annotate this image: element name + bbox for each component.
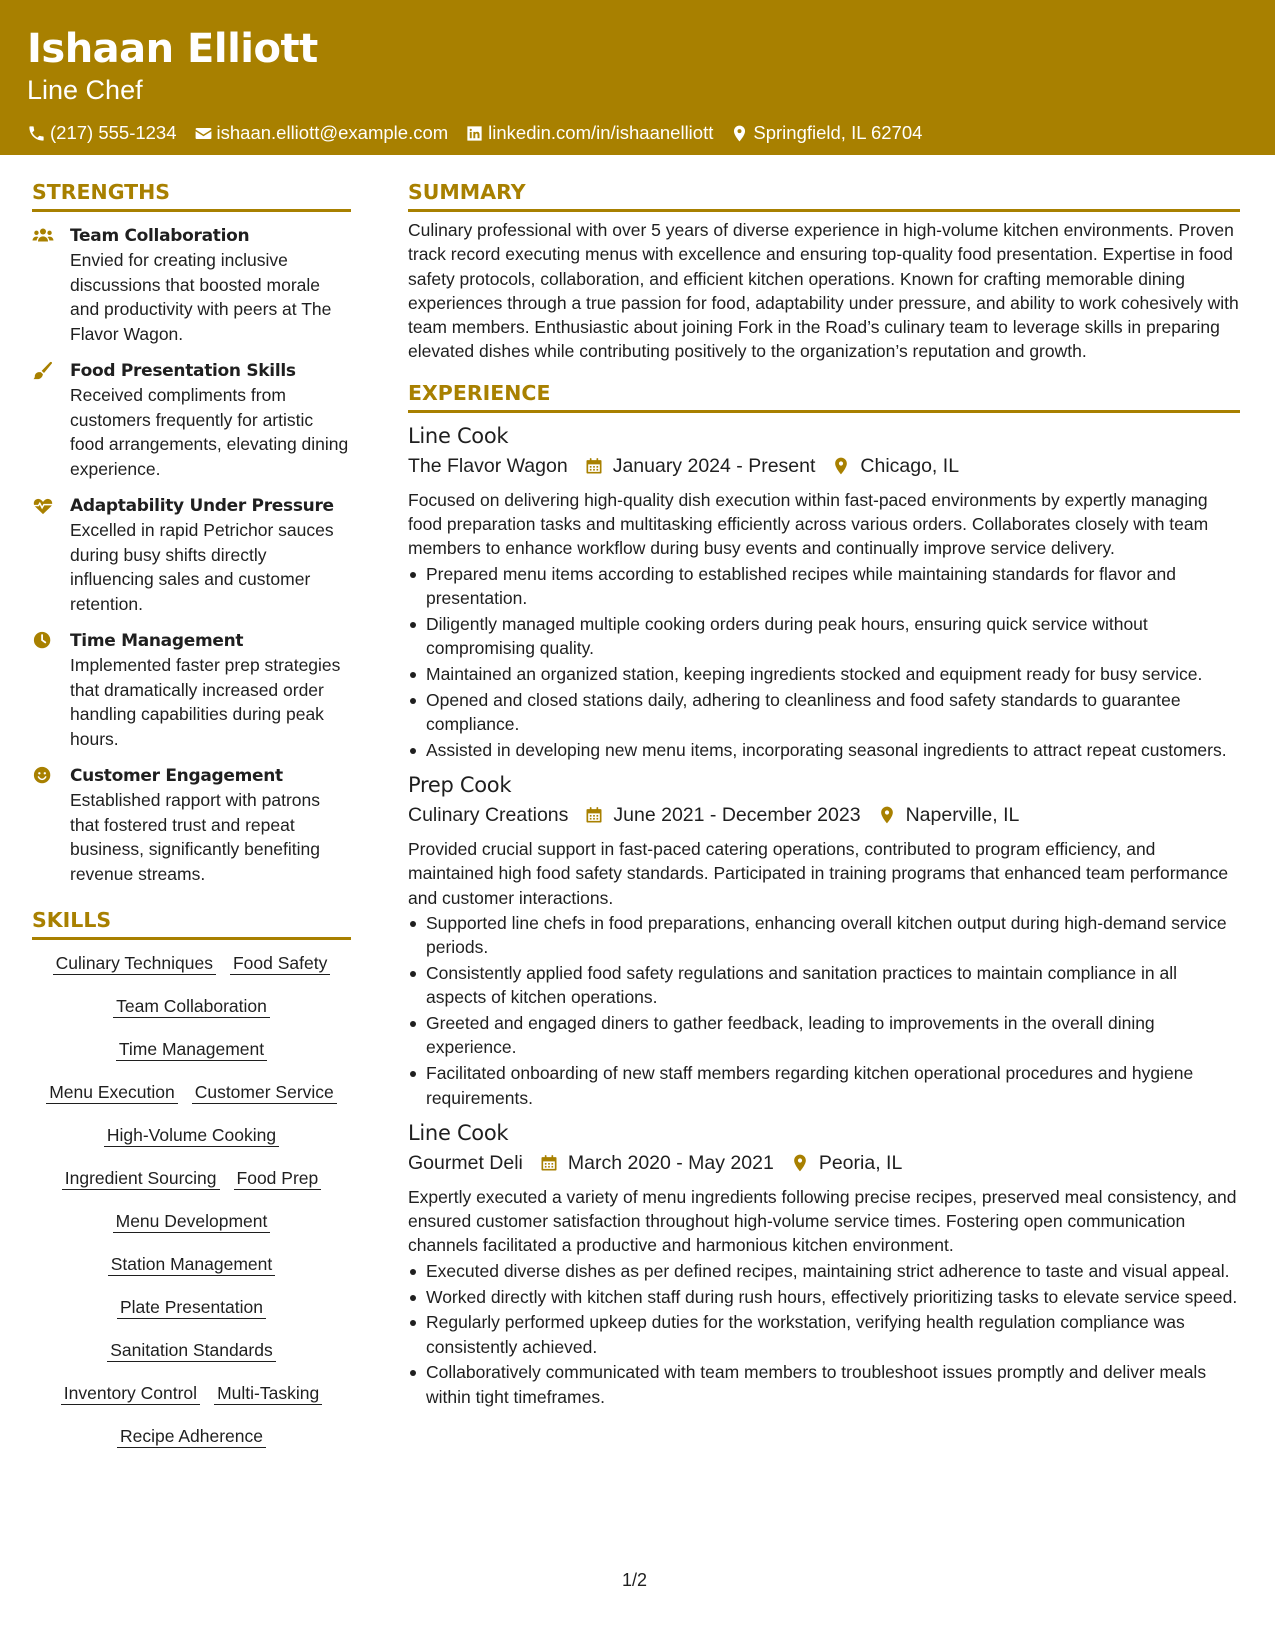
job-bullet: Facilitated onboarding of new staff members regarding kitchen operational procedures and hygiene requirements. xyxy=(408,1061,1240,1110)
job-description: Expertly executed a variety of menu ingredients following precise recipes, preserved meal consistency, and ensured customer satisfaction throughout high-volume service times. Fostering open communication channels facilitated a productive and harmonious kitchen environment. xyxy=(408,1186,1237,1256)
experience-list xyxy=(408,421,1240,1409)
job-dates xyxy=(584,451,816,481)
skill-tag: Menu Execution xyxy=(46,1081,178,1104)
contact-phone[interactable] xyxy=(27,122,177,144)
linkedin-icon xyxy=(465,124,484,143)
job-description: Focused on delivering high-quality dish execution within fast-paced environments by expertly managing food preparation tasks and multitasking efficiently across various orders. Collaborates closely with team members to enhance workflow during busy events and continually improve service delivery. xyxy=(408,489,1209,559)
job-bullets xyxy=(408,562,1240,762)
paintbrush-icon xyxy=(32,361,54,381)
job-bullet: Assisted in developing new menu items, incorporating seasonal ingredients to attract repeat customers. xyxy=(408,738,1240,762)
job-bullet: Executed diverse dishes as per defined recipes, maintaining strict adherence to taste and visual appeal. xyxy=(408,1259,1240,1283)
skill-tag: Station Management xyxy=(108,1253,276,1276)
job-location xyxy=(790,1148,902,1178)
job-company xyxy=(408,800,568,830)
job-title: Line Cook xyxy=(408,1120,509,1145)
strength-item xyxy=(32,224,351,346)
contact-location-text: Springfield, IL 62704 xyxy=(753,122,923,143)
job-company-text: The Flavor Wagon xyxy=(408,454,568,477)
heart-pulse-icon xyxy=(32,496,54,516)
skill-row xyxy=(32,1339,351,1362)
contact-email[interactable] xyxy=(194,122,449,144)
map-pin-icon xyxy=(730,124,749,143)
candidate-name: Ishaan Elliott xyxy=(27,26,318,72)
job-bullet: Maintained an organized station, keeping ingredients stocked and equipment ready for busy service. xyxy=(408,662,1240,686)
job-bullet: Consistently applied food safety regulations and sanitation practices to maintain compliance in all aspects of kitchen operations. xyxy=(408,961,1240,1010)
job-bullets xyxy=(408,911,1240,1110)
job-location xyxy=(877,800,1020,830)
strength-desc: Excelled in rapid Petrichor sauces during busy shifts directly influencing sales and customer retention. xyxy=(70,520,334,614)
skill-row xyxy=(32,1038,351,1061)
job-bullet: Prepared menu items according to established recipes while maintaining standards for flavor and presentation. xyxy=(408,562,1240,611)
strength-desc: Implemented faster prep strategies that dramatically increased order handling capabilities during peak hours. xyxy=(70,655,341,749)
job-title: Prep Cook xyxy=(408,773,512,798)
job-location-text: Naperville, IL xyxy=(905,804,1020,827)
skill-row xyxy=(32,1124,351,1147)
job-bullet: Supported line chefs in food preparations, enhancing overall kitchen output during high-demand service periods. xyxy=(408,911,1240,960)
job-location xyxy=(831,451,959,481)
left-column xyxy=(32,178,351,1468)
summary-heading: SUMMARY xyxy=(408,178,1240,212)
strength-title: Team Collaboration xyxy=(70,226,250,246)
contact-linkedin-text: linkedin.com/in/ishaanelliott xyxy=(488,122,714,143)
envelope-icon xyxy=(194,124,213,143)
strength-title: Food Presentation Skills xyxy=(70,361,296,381)
job-bullet: Greeted and engaged diners to gather feedback, leading to improvements in the overall dining experience. xyxy=(408,1011,1240,1060)
map-pin-icon xyxy=(790,1153,810,1173)
skill-tag: Team Collaboration xyxy=(113,995,270,1018)
page-number: 1/2 xyxy=(622,1570,648,1590)
strength-item xyxy=(32,764,351,886)
strength-title: Adaptability Under Pressure xyxy=(70,496,334,516)
job-company-text: Culinary Creations xyxy=(408,804,569,827)
strength-desc: Established rapport with patrons that fostered trust and repeat business, significantly benefiting revenue streams. xyxy=(70,790,321,884)
resume-header xyxy=(0,0,1275,155)
strengths-heading: STRENGTHS xyxy=(32,178,351,212)
skill-tag: High-Volume Cooking xyxy=(104,1124,279,1147)
contact-email-text: ishaan.elliott@example.com xyxy=(216,122,449,143)
skill-tag: Ingredient Sourcing xyxy=(62,1167,220,1190)
experience-heading: EXPERIENCE xyxy=(408,379,1240,413)
skills-list xyxy=(32,952,351,1468)
job-meta xyxy=(408,800,1240,830)
map-pin-icon xyxy=(877,805,897,825)
skill-tag: Inventory Control xyxy=(61,1382,200,1405)
job-description: Provided crucial support in fast-paced catering operations, contributed to program efficiency, and maintained high food safety standards. Participated in training programs that enhanced team performance and customer interactions. xyxy=(408,839,1229,908)
contact-phone-text: (217) 555-1234 xyxy=(50,122,177,143)
calendar-icon xyxy=(539,1153,559,1173)
summary-text: Culinary professional with over 5 years of diverse experience in high-volume kitchen environments. Proven track record executing menus with excellence and ensuring top-quality food presentation. Expertise in food safety protocols, collaboration, and efficient kitchen operations. Known for crafting memorable dining experiences through a true passion for food, adaptability under pressure, and ability to work cohesively with team members. Enthusiastic about joining Fork in the Road’s culinary team to leverage skills in preparing elevated dishes while contributing positively to the organization’s reputation and growth. xyxy=(408,220,1239,362)
job-bullet: Opened and closed stations daily, adhering to cleanliness and food safety standards to guarantee compliance. xyxy=(408,688,1240,737)
job-meta xyxy=(408,1148,1240,1178)
job-entry xyxy=(408,770,1240,1110)
job-company xyxy=(408,451,568,481)
skill-tag: Multi-Tasking xyxy=(214,1382,322,1405)
job-location-text: Peoria, IL xyxy=(818,1151,903,1174)
strength-title: Customer Engagement xyxy=(70,766,283,786)
users-icon xyxy=(32,226,54,246)
job-entry xyxy=(408,1118,1240,1409)
job-location-text: Chicago, IL xyxy=(860,454,960,477)
job-bullet: Regularly performed upkeep duties for the workstation, verifying health regulation compliance was consistently achieved. xyxy=(408,1310,1240,1359)
skill-row xyxy=(32,1253,351,1276)
clock-icon xyxy=(32,631,54,651)
skill-tag: Culinary Techniques xyxy=(53,952,216,975)
skill-row xyxy=(32,952,351,975)
job-bullet: Diligently managed multiple cooking orders during peak hours, ensuring quick service without compromising quality. xyxy=(408,612,1240,661)
contact-bar xyxy=(27,122,1248,144)
skill-row xyxy=(32,1296,351,1319)
job-bullet: Worked directly with kitchen staff during rush hours, effectively prioritizing tasks to elevate service speed. xyxy=(408,1285,1240,1309)
job-dates xyxy=(584,800,860,830)
skill-tag: Menu Development xyxy=(113,1210,271,1233)
smile-icon xyxy=(32,766,54,786)
skills-heading: SKILLS xyxy=(32,906,351,940)
job-dates-text: June 2021 - December 2023 xyxy=(613,804,861,827)
job-entry xyxy=(408,421,1240,762)
skill-tag: Customer Service xyxy=(192,1081,337,1104)
calendar-icon xyxy=(584,805,604,825)
job-meta xyxy=(408,451,1240,481)
strength-title: Time Management xyxy=(70,631,244,651)
skill-row xyxy=(32,995,351,1018)
skill-tag: Recipe Adherence xyxy=(117,1425,266,1448)
skill-tag: Sanitation Standards xyxy=(107,1339,275,1362)
calendar-icon xyxy=(584,456,604,476)
job-dates-text: March 2020 - May 2021 xyxy=(567,1151,774,1174)
job-company xyxy=(408,1148,523,1178)
strengths-list xyxy=(32,224,351,886)
contact-location xyxy=(730,122,922,144)
skill-row xyxy=(32,1210,351,1233)
skill-tag: Food Safety xyxy=(230,952,330,975)
right-column xyxy=(408,178,1240,1410)
candidate-title: Line Chef xyxy=(27,75,143,105)
skill-tag: Plate Presentation xyxy=(117,1296,266,1319)
skill-row xyxy=(32,1167,351,1190)
job-dates xyxy=(539,1148,774,1178)
strength-desc: Envied for creating inclusive discussions that boosted morale and productivity with peers at The Flavor Wagon. xyxy=(70,250,332,344)
strength-item xyxy=(32,359,351,481)
skill-row xyxy=(32,1382,351,1405)
strength-item xyxy=(32,629,351,751)
job-company-text: Gourmet Deli xyxy=(408,1151,523,1174)
strength-desc: Received compliments from customers frequently for artistic food arrangements, elevating dining experience. xyxy=(70,385,349,479)
skill-row xyxy=(32,1081,351,1104)
contact-linkedin[interactable] xyxy=(465,122,713,144)
job-bullet: Collaboratively communicated with team members to troubleshoot issues promptly and deliver meals within tight timeframes. xyxy=(408,1360,1240,1409)
job-dates-text: January 2024 - Present xyxy=(612,454,816,477)
strength-item xyxy=(32,494,351,616)
skill-tag: Food Prep xyxy=(234,1167,322,1190)
skill-tag: Time Management xyxy=(116,1038,267,1061)
map-pin-icon xyxy=(831,456,851,476)
job-bullets xyxy=(408,1259,1240,1409)
skill-row xyxy=(32,1425,351,1448)
job-title: Line Cook xyxy=(408,423,509,448)
phone-icon xyxy=(27,124,46,143)
